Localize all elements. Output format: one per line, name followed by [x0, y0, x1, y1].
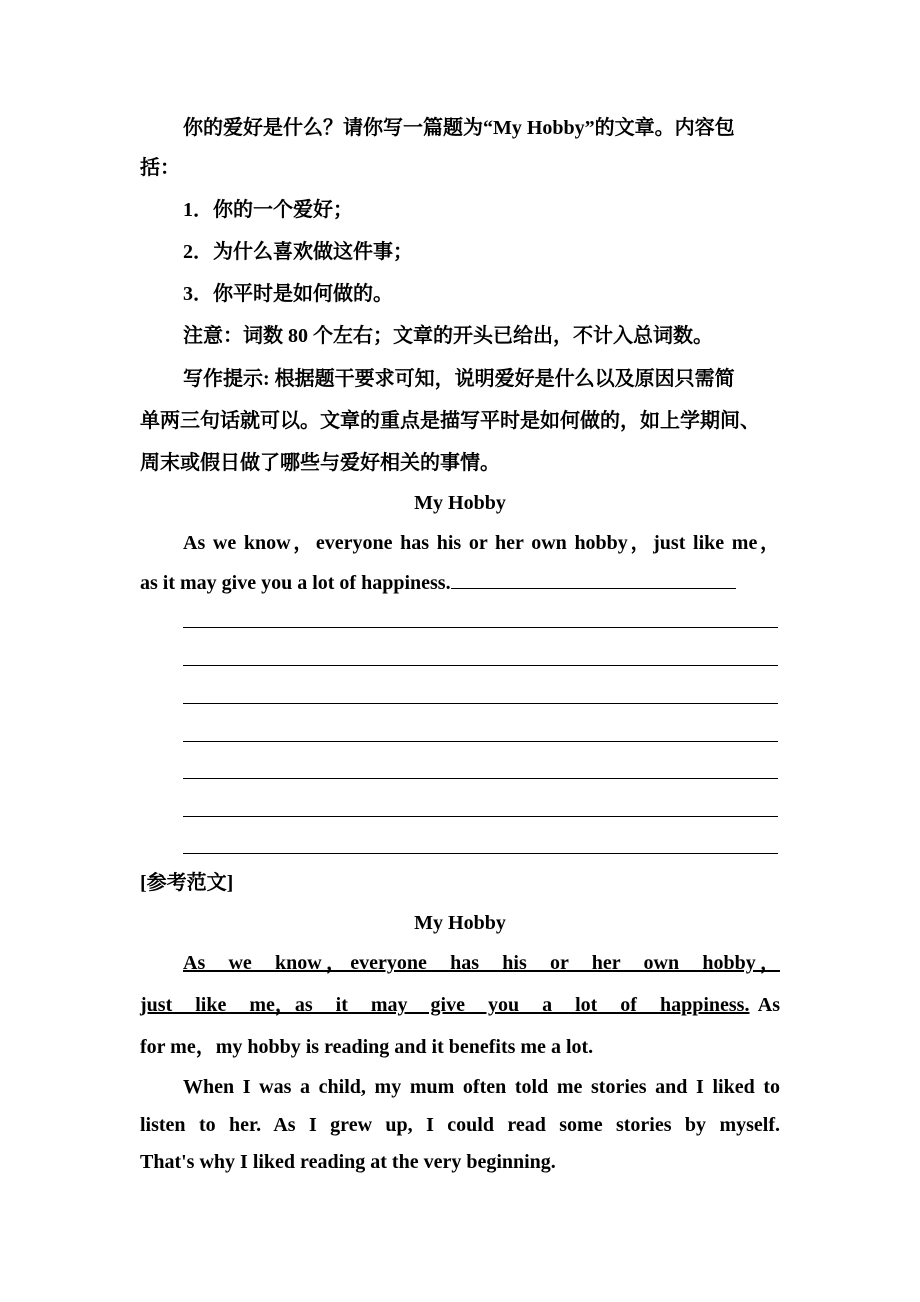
prompt-point-2: 2．为什么喜欢做这件事；	[183, 241, 413, 263]
prompt-intro-line2: 括：	[140, 157, 180, 179]
sample-p2-line3: That's why I liked reading at the very beginning.	[140, 1151, 556, 1173]
sample-p1-line3: for me，my hobby is reading and it benefits me a lot.	[140, 1036, 594, 1058]
sample-p1-line2	[140, 992, 780, 1018]
answer-blank-inline[interactable]	[451, 570, 736, 589]
tips-line2: 单两三句话就可以。文章的重点是描写平时是如何做的，如上学期间、	[140, 410, 760, 432]
exercise-line2-text: as it may give you a lot of happiness.	[140, 572, 451, 594]
sample-p2-line1: When I was a child, my mum often told me stories and I liked to	[183, 1076, 780, 1098]
tips-line1: 写作提示: 根据题干要求可知，说明爱好是什么以及原因只需简	[183, 368, 735, 390]
prompt-intro-line1: 你的爱好是什么？请你写一篇题为“My Hobby”的文章。内容包	[183, 117, 735, 139]
answer-blank-line[interactable]	[183, 853, 778, 854]
tips-line3: 周末或假日做了哪些与爱好相关的事情。	[140, 452, 500, 474]
answer-blank-line[interactable]	[183, 778, 778, 779]
exercise-title: My Hobby	[414, 492, 506, 514]
sample-label: [参考范文]	[140, 872, 234, 894]
answer-blank-line[interactable]	[183, 665, 778, 666]
prompt-point-1: 1．你的一个爱好；	[183, 199, 353, 221]
sample-p2-line2: listen to her. As I grew up, I could read some stories by myself.	[140, 1114, 780, 1136]
sample-p1-line2-rest: As	[757, 994, 780, 1016]
exercise-line2	[140, 570, 780, 596]
sample-p1-line1: As we know，everyone has his or her own hobby，	[183, 952, 780, 974]
answer-blank-line[interactable]	[183, 703, 778, 704]
exercise-line1: As we know，everyone has his or her own hobby，just like me，	[183, 532, 780, 554]
prompt-point-3: 3．你平时是如何做的。	[183, 283, 393, 305]
answer-blank-line[interactable]	[183, 741, 778, 742]
sample-p1-line2-underlined: just like me，as it may give you a lot of happiness.	[140, 994, 750, 1016]
answer-blank-line[interactable]	[183, 627, 778, 628]
answer-blank-line[interactable]	[183, 816, 778, 817]
prompt-note: 注意：词数 80 个左右；文章的开头已给出，不计入总词数。	[183, 325, 713, 347]
sample-title: My Hobby	[414, 912, 506, 934]
